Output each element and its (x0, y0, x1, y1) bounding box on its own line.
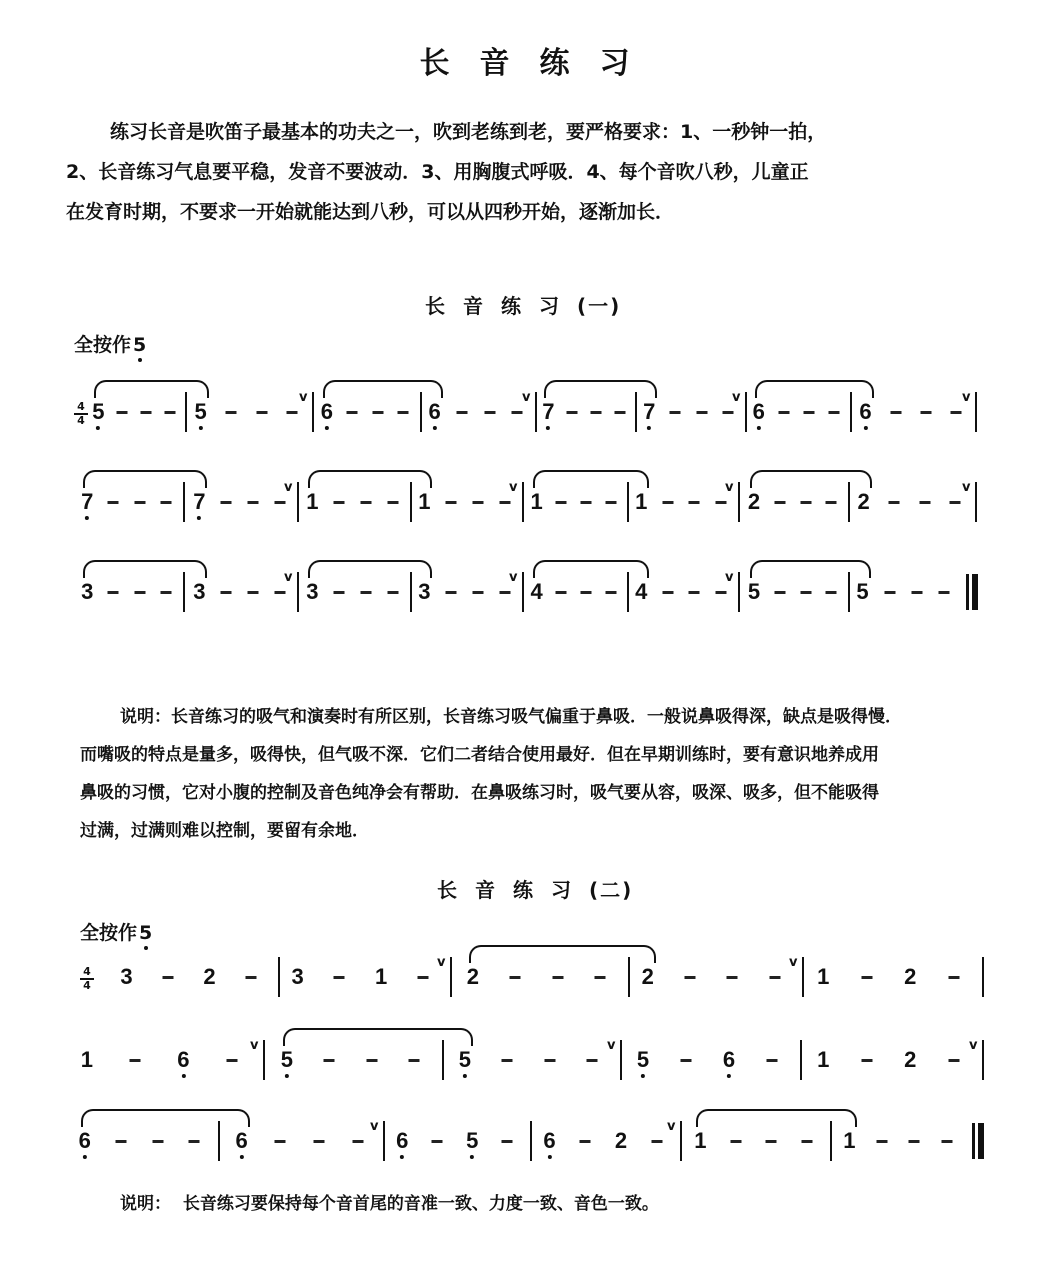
final-barline (966, 574, 969, 610)
barline (982, 1040, 984, 1080)
intro-line-1: 练习长音是吹笛子最基本的功夫之一，吹到老练到老，要严格要求：1、一秒钟一拍， (110, 121, 827, 143)
dash-extension (950, 501, 961, 504)
page-title: 长音练习 (419, 46, 660, 81)
exercise1-title (425, 290, 621, 319)
tie-arc (544, 380, 657, 398)
exercise1-time-signature (74, 402, 88, 426)
barline (620, 1040, 622, 1080)
dash-extension (800, 591, 811, 594)
dash-extension (472, 501, 483, 504)
dash-extension (689, 591, 700, 594)
note: 6 (722, 1047, 736, 1072)
note: 2 (466, 964, 479, 989)
barline (263, 1040, 265, 1080)
breath-mark-icon: v (962, 390, 971, 405)
breath-mark-icon: v (284, 570, 293, 585)
note: 6 (177, 1047, 190, 1072)
dash-extension (134, 501, 145, 504)
note: 7 (643, 399, 656, 424)
dash-extension (595, 976, 606, 979)
dash-extension (360, 501, 371, 504)
dash-extension (417, 976, 428, 979)
barline (627, 482, 629, 522)
dash-extension (774, 501, 785, 504)
barline (848, 482, 850, 522)
dash-extension (275, 1140, 286, 1143)
barline (522, 572, 524, 612)
note: 6 (752, 399, 765, 424)
dash-extension (152, 1140, 163, 1143)
dash-extension (766, 1140, 777, 1143)
breath-mark-icon: v (437, 955, 446, 970)
dash-extension (334, 591, 345, 594)
dash-extension (247, 501, 258, 504)
dash-extension (247, 591, 258, 594)
barline (830, 1121, 832, 1161)
final-barline-thick (972, 574, 978, 610)
barline (297, 572, 299, 612)
exercise2-note (120, 1186, 1000, 1222)
note: 1 (694, 1128, 707, 1153)
exercise2-time-signature (80, 967, 94, 991)
dash-extension (587, 1059, 598, 1062)
breath-mark-icon: v (667, 1119, 676, 1134)
note: 2 (747, 489, 761, 514)
exercise1-note-line-4: 过满，过满则难以控制，要留有余地． (80, 821, 369, 841)
tie-arc (283, 1028, 473, 1046)
barline (218, 1121, 220, 1161)
dash-extension (446, 591, 457, 594)
fingering-note: 5 (133, 334, 147, 356)
dash-extension (499, 591, 510, 594)
dash-extension (670, 411, 681, 414)
tie-arc (308, 470, 432, 488)
dash-extension (134, 591, 145, 594)
dash-extension (221, 501, 232, 504)
dash-extension (287, 411, 298, 414)
dash-extension (372, 411, 383, 414)
dash-extension (948, 976, 959, 979)
barline (850, 392, 852, 432)
dash-extension (689, 501, 700, 504)
exercise1-note-line-2: 而嘴吸的特点是量多，吸得快，但气吸不深．它们二者结合使用最好．但在早期训练时，要有意识地养成用 (80, 745, 879, 765)
note: 4 (635, 579, 648, 604)
barline (738, 572, 740, 612)
barline (450, 957, 452, 997)
dash-extension (912, 591, 923, 594)
note: 5 (194, 399, 207, 424)
tie-arc (696, 1109, 857, 1127)
dash-extension (826, 501, 837, 504)
dash-extension (581, 591, 592, 594)
dash-extension (876, 1140, 887, 1143)
time-sig-top: 4 (83, 965, 91, 978)
note: 5 (280, 1047, 293, 1072)
dash-extension (352, 1140, 363, 1143)
dash-extension (769, 976, 780, 979)
breath-mark-icon: v (962, 480, 971, 495)
breath-mark-icon: v (725, 480, 734, 495)
exercise1-number: (一) (577, 294, 622, 318)
barline (982, 957, 984, 997)
tie-arc (533, 560, 650, 578)
exercise2-fingering (80, 918, 152, 945)
dash-extension (567, 411, 578, 414)
dash-extension (398, 411, 409, 414)
tie-arc (81, 1109, 250, 1127)
dash-extension (117, 411, 128, 414)
dash-extension (108, 501, 119, 504)
dash-extension (446, 501, 457, 504)
dash-extension (334, 501, 345, 504)
exercise2-title (437, 874, 633, 903)
note: 1 (418, 489, 431, 514)
dash-extension (347, 411, 358, 414)
note: 3 (81, 579, 94, 604)
exercise1-title-text: 长音练习 (425, 294, 577, 318)
dash-extension (510, 976, 521, 979)
dash-extension (189, 1140, 200, 1143)
dash-extension (828, 411, 839, 414)
dash-extension (226, 411, 237, 414)
note: 5 (747, 579, 761, 604)
breath-mark-icon: v (732, 390, 741, 405)
dash-extension (556, 501, 567, 504)
tie-arc (750, 470, 872, 488)
note: 1 (817, 964, 830, 989)
dash-extension (681, 1059, 692, 1062)
dash-extension (409, 1059, 420, 1062)
dash-extension (457, 411, 468, 414)
barline (535, 392, 537, 432)
intro-line-2: 2、长音练习气息要平稳，发音不要波动．3、用胸腹式呼吸．4、每个音吹八秒，儿童正 (66, 161, 809, 183)
barline (738, 482, 740, 522)
barline (680, 1121, 682, 1161)
final-barline (972, 1123, 975, 1159)
exercise1-fingering (74, 330, 146, 357)
dash-extension (502, 1059, 513, 1062)
exercise2-note-text: 长音练习要保持每个音首尾的音准一致、力度一致、音色一致。 (182, 1194, 659, 1214)
barline (183, 482, 185, 522)
dash-extension (334, 976, 345, 979)
note: 6 (859, 399, 872, 424)
dash-extension (696, 411, 707, 414)
barline (800, 1040, 802, 1080)
dash-extension (778, 411, 789, 414)
note: 6 (235, 1128, 248, 1153)
tie-arc (323, 380, 443, 398)
dash-extension (605, 591, 616, 594)
note: 3 (120, 964, 133, 989)
dash-extension (730, 1140, 741, 1143)
breath-mark-icon: v (969, 1038, 978, 1053)
dash-extension (472, 591, 483, 594)
note: 1 (530, 489, 543, 514)
dash-extension (889, 501, 900, 504)
dash-extension (512, 411, 523, 414)
dash-extension (366, 1059, 377, 1062)
note: 3 (291, 964, 304, 989)
note: 7 (542, 399, 555, 424)
barline (278, 957, 280, 997)
barline (627, 572, 629, 612)
barline (975, 392, 977, 432)
dash-extension (774, 591, 785, 594)
note: 3 (306, 579, 319, 604)
barline (420, 392, 422, 432)
barline (745, 392, 747, 432)
note: 2 (904, 1047, 917, 1072)
dash-extension (130, 1059, 141, 1062)
dash-extension (861, 976, 872, 979)
barline (522, 482, 524, 522)
barline (530, 1121, 532, 1161)
dash-extension (164, 411, 175, 414)
barline (442, 1040, 444, 1080)
dash-extension (662, 591, 673, 594)
breath-mark-icon: v (522, 390, 531, 405)
note: 1 (635, 489, 648, 514)
dash-extension (360, 591, 371, 594)
dash-extension (948, 1059, 959, 1062)
dash-extension (614, 411, 625, 414)
note: 6 (543, 1128, 556, 1153)
dash-extension (108, 591, 119, 594)
note: 7 (81, 489, 94, 514)
barline (297, 482, 299, 522)
barline (410, 482, 412, 522)
note: 6 (320, 399, 334, 424)
dash-extension (221, 591, 232, 594)
dash-extension (803, 411, 814, 414)
dash-extension (651, 1140, 662, 1143)
dash-extension (605, 501, 616, 504)
tie-arc (533, 470, 650, 488)
dash-extension (884, 591, 895, 594)
dash-extension (140, 411, 151, 414)
note: 2 (857, 489, 870, 514)
barline (410, 572, 412, 612)
dash-extension (590, 411, 601, 414)
breath-mark-icon: v (789, 955, 798, 970)
note: 5 (466, 1128, 479, 1153)
tie-arc (83, 560, 207, 578)
note: 2 (641, 964, 654, 989)
dash-extension (160, 591, 171, 594)
breath-mark-icon: v (370, 1119, 379, 1134)
dash-extension (324, 1059, 335, 1062)
dash-extension (556, 591, 567, 594)
breath-mark-icon: v (250, 1038, 259, 1053)
dash-extension (581, 501, 592, 504)
barline (628, 957, 630, 997)
dash-extension (160, 501, 171, 504)
dash-extension (432, 1140, 443, 1143)
dash-extension (163, 976, 174, 979)
dash-extension (274, 591, 285, 594)
dash-extension (767, 1059, 778, 1062)
note: 1 (374, 964, 388, 989)
note: 3 (418, 579, 431, 604)
dash-extension (387, 501, 398, 504)
breath-mark-icon: v (299, 390, 308, 405)
dash-extension (274, 501, 285, 504)
fingering-note: 5 (139, 922, 153, 944)
barline (975, 482, 977, 522)
note: 7 (193, 489, 206, 514)
dash-extension (919, 501, 930, 504)
dash-extension (116, 1140, 127, 1143)
dash-extension (484, 411, 495, 414)
time-sig-top: 4 (77, 400, 85, 413)
barline (383, 1121, 385, 1161)
dash-extension (256, 411, 267, 414)
dash-extension (890, 411, 901, 414)
breath-mark-icon: v (284, 480, 293, 495)
dash-extension (715, 501, 726, 504)
barline (185, 392, 187, 432)
exercise2-title-text: 长音练习 (437, 878, 589, 902)
tie-arc (750, 560, 871, 578)
exercise2-number: (二) (589, 878, 634, 902)
note: 5 (458, 1047, 471, 1072)
dash-extension (544, 1059, 555, 1062)
tie-arc (308, 560, 432, 578)
breath-mark-icon: v (509, 570, 518, 585)
barline (635, 392, 637, 432)
tie-arc (94, 380, 208, 398)
dash-extension (246, 976, 257, 979)
dash-extension (580, 1140, 591, 1143)
dash-extension (909, 1140, 920, 1143)
time-sig-bottom: 4 (83, 979, 91, 992)
dash-extension (941, 1140, 952, 1143)
dash-extension (826, 591, 837, 594)
dash-extension (502, 1140, 513, 1143)
note: 2 (203, 964, 216, 989)
dash-extension (727, 976, 738, 979)
dash-extension (861, 1059, 872, 1062)
dash-extension (722, 411, 733, 414)
barline (848, 572, 850, 612)
dash-extension (499, 501, 510, 504)
note: 5 (636, 1047, 650, 1072)
note: 4 (530, 579, 543, 604)
breath-mark-icon: v (607, 1038, 616, 1053)
barline (802, 957, 804, 997)
note: 5 (92, 399, 105, 424)
breath-mark-icon: v (509, 480, 518, 495)
note: 2 (614, 1128, 628, 1153)
dash-extension (226, 1059, 237, 1062)
dash-extension (920, 411, 931, 414)
note: 1 (80, 1047, 93, 1072)
barline (183, 572, 185, 612)
barline (312, 392, 314, 432)
dash-extension (950, 411, 961, 414)
note: 1 (843, 1128, 856, 1153)
fingering-label: 全按作 (80, 922, 138, 944)
tie-arc (83, 470, 207, 488)
dash-extension (552, 976, 563, 979)
note: 1 (306, 489, 319, 514)
dash-extension (801, 1140, 812, 1143)
dash-extension (800, 501, 811, 504)
note: 6 (428, 399, 441, 424)
dash-extension (314, 1140, 325, 1143)
exercise2-note-label: 说明： (120, 1194, 171, 1214)
dash-extension (662, 501, 673, 504)
dash-extension (685, 976, 696, 979)
fingering-label: 全按作 (74, 334, 132, 356)
note: 2 (904, 964, 917, 989)
exercise1-note-line-1: 说明：长音练习的吸气和演奏时有所区别，长音练习吸气偏重于鼻吸．一般说鼻吸得深，缺点是吸得慢． (120, 707, 902, 727)
intro-line-3: 在发育时期，不要求一开始就能达到八秒，可以从四秒开始，逐渐加长． (66, 201, 675, 223)
exercise1-note-line-3: 鼻吸的习惯，它对小腹的控制及音色纯净会有帮助．在鼻吸练习时，吸气要从容，吸深、吸多，但不能吸得 (80, 783, 879, 803)
time-sig-bottom: 4 (77, 414, 85, 427)
final-barline-thick (978, 1123, 984, 1159)
note: 6 (78, 1128, 91, 1153)
breath-mark-icon: v (725, 570, 734, 585)
tie-arc (755, 380, 874, 398)
dash-extension (715, 591, 726, 594)
note: 6 (396, 1128, 409, 1153)
dash-extension (939, 591, 950, 594)
note: 3 (193, 579, 206, 604)
note: 1 (817, 1047, 830, 1072)
note: 5 (856, 579, 869, 604)
dash-extension (387, 591, 398, 594)
